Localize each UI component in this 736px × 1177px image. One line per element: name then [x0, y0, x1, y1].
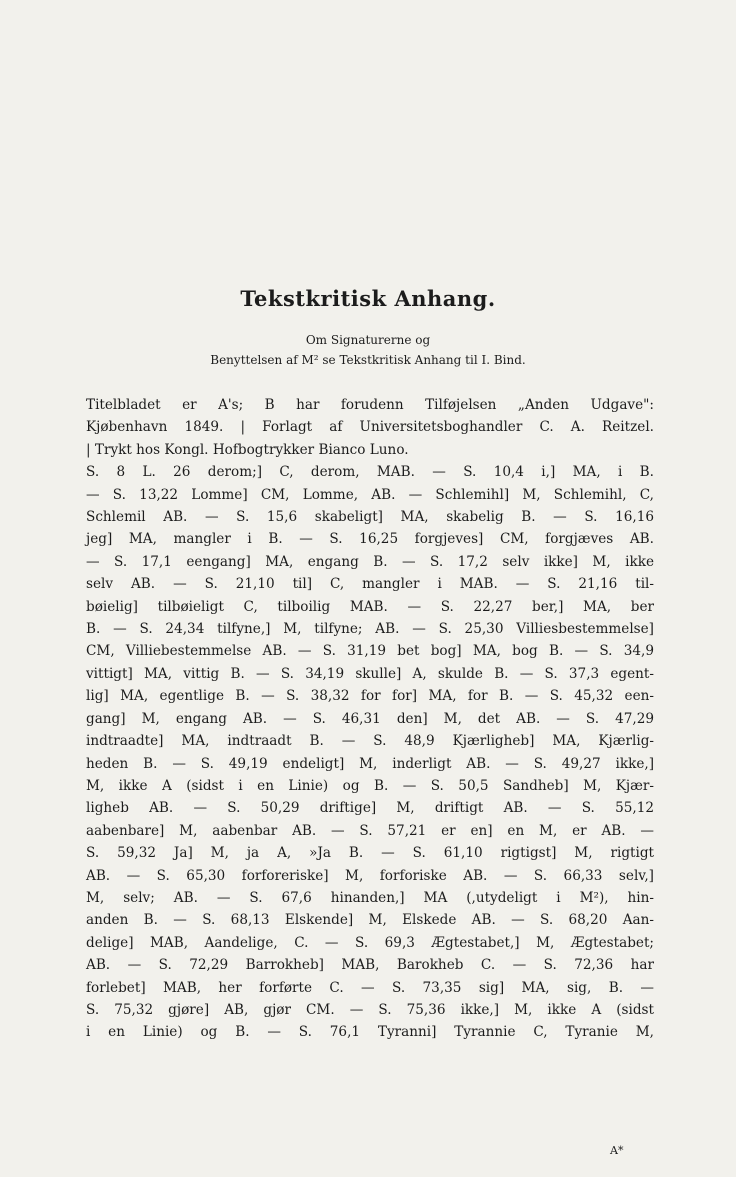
- page-title: Tekstkritisk Anhang.: [240, 286, 496, 311]
- text-line: vittigt] MA, vittig B. — S. 34,19 skulle] A, skulde B. — S. 37,3 egent-: [86, 665, 654, 682]
- text-line: AB. — S. 72,29 Barrokheb] MAB, Barokheb C. — S. 72,36 har: [86, 957, 654, 974]
- text-line: selv AB. — S. 21,10 til] C, mangler i MAB. — S. 21,16 til-: [86, 576, 654, 593]
- text-line: indtraadte] MA, indtraadt B. — S. 48,9 Kjærligheb] MA, Kjærlig-: [86, 733, 654, 750]
- text-line: heden B. — S. 49,19 endeligt] M, inderligt AB. — S. 49,27 ikke,]: [86, 755, 654, 772]
- text-line: M, ikke A (sidst i en Linie) og B. — S. 50,5 Sandheb] M, Kjær-: [86, 777, 654, 794]
- text-line: i en Linie) og B. — S. 76,1 Tyranni] Tyrannie C, Tyranie M,: [86, 1024, 654, 1041]
- text-line: Titelbladet er A's; B har forudenn Tilføjelsen „Anden Udgave":: [86, 397, 654, 413]
- text-line: S. 8 L. 26 derom;] C, derom, MAB. — S. 10,4 i,] MA, i B.: [86, 464, 654, 481]
- text-line: | Trykt hos Kongl. Hofbogtrykker Bianco Luno.: [86, 441, 409, 458]
- text-line: gang] M, engang AB. — S. 46,31 den] M, det AB. — S. 47,29: [86, 710, 654, 727]
- text-line: Schlemil AB. — S. 15,6 skabeligt] MA, skabelig B. — S. 16,16: [86, 509, 654, 526]
- text-line: bøielig] tilbøieligt C, tilboilig MAB. — S. 22,27 ber,] MA, ber: [86, 598, 654, 615]
- text-line: lig] MA, egentlige B. — S. 38,32 for for] MA, for B. — S. 45,32 een-: [86, 688, 654, 705]
- text-line: jeg] MA, mangler i B. — S. 16,25 forgjeves] CM, forgjæves AB.: [86, 531, 654, 548]
- text-line: — S. 17,1 eengang] MA, engang B. — S. 17,2 selv ikke] M, ikke: [86, 553, 654, 570]
- signature-mark: A*: [610, 1144, 624, 1157]
- subtitle-line-1: Om Signaturerne og: [305, 333, 431, 347]
- text-line: AB. — S. 65,30 forforeriske] M, forforiske AB. — S. 66,33 selv,]: [86, 867, 654, 884]
- text-line: anden B. — S. 68,13 Elskende] M, Elskede AB. — S. 68,20 Aan-: [86, 912, 654, 929]
- text-line: S. 59,32 Ja] M, ja A, »Ja B. — S. 61,10 rigtigst] M, rigtigt: [86, 845, 654, 862]
- text-line: S. 75,32 gjøre] AB, gjør CM. — S. 75,36 ikke,] M, ikke A (sidst: [86, 1001, 654, 1018]
- text-line: ligheb AB. — S. 50,29 driftige] M, driftigt AB. — S. 55,12: [86, 800, 654, 817]
- text-line: forlebet] MAB, her forførte C. — S. 73,35 sig] MA, sig, B. —: [86, 979, 654, 996]
- text-line: delige] MAB, Aandelige, C. — S. 69,3 Ægtestabet,] M, Ægtestabet;: [86, 934, 654, 951]
- subtitle-line-2: Benyttelsen af M² se Tekstkritisk Anhang til I. Bind.: [210, 353, 526, 367]
- body-text: [86, 394, 654, 1044]
- text-line: — S. 13,22 Lomme] CM, Lomme, AB. — Schlemihl] M, Schlemihl, C,: [86, 486, 654, 503]
- text-line: aabenbare] M, aabenbar AB. — S. 57,21 er en] en M, er AB. —: [86, 822, 654, 839]
- text-line: CM, Villiebestemmelse AB. — S. 31,19 bet bog] MA, bog B. — S. 34,9: [86, 643, 654, 660]
- text-line: B. — S. 24,34 tilfyne,] M, tilfyne; AB. — S. 25,30 Villiesbestemmelse]: [86, 621, 654, 638]
- text-line: M, selv; AB. — S. 67,6 hinanden,] MA (,utydeligt i M²), hin-: [86, 889, 654, 906]
- text-line: Kjøbenhavn 1849. | Forlagt af Universitetsboghandler C. A. Reitzel.: [86, 419, 654, 436]
